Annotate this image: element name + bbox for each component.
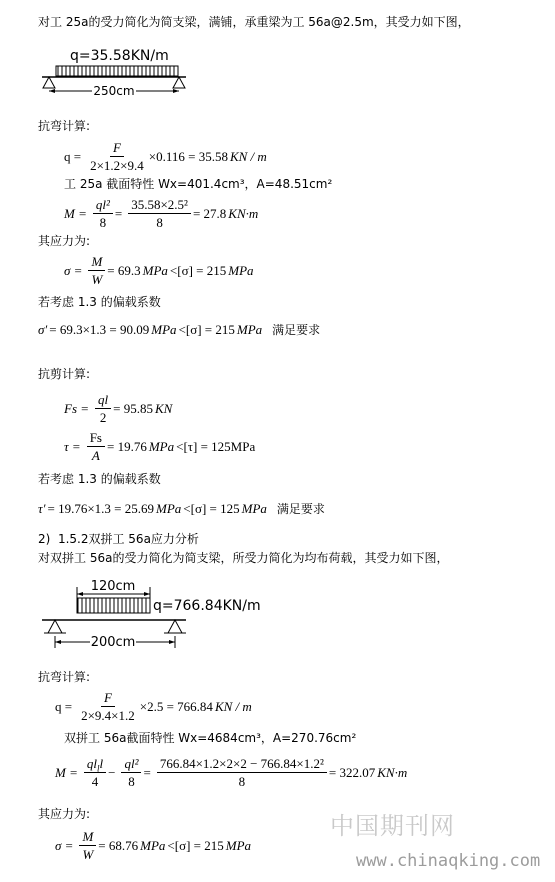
formula-unit: KN / m [229,148,267,164]
formula-rhs: = 69.3×1.3 = 90.09 [49,322,150,337]
fraction-denominator: 2×1.2×9.4 [90,158,144,173]
fraction [157,756,327,789]
fraction-denominator: 8 [99,215,107,230]
fraction [78,690,138,723]
dimension-arrow-right [169,640,175,644]
fraction-denominator: 4 [91,774,99,789]
span-dimension [49,84,179,98]
formula-lhs: τ′ [38,501,46,516]
load-label: q=766.84KN/m [153,598,261,614]
formula-rhs: ×0.116 = 35.58 [148,148,228,164]
minus-sign: − [108,764,116,780]
distributed-load [77,598,150,613]
load-width-label: 120cm [90,579,136,594]
load-intensity-formula-2 [55,690,254,723]
section-properties-text: 双拼工 56a截面特性 Wx=4684cm³，A=270.76cm² [64,731,357,745]
factored-bending-stress-formula [38,322,322,338]
distributed-load [56,66,178,76]
right-support [168,620,182,633]
section-heading: 2) 1.5.2双拼工 56a应力分析 [38,532,199,546]
eccentric-factor-note: 若考虑 1.3 的偏载系数 [38,295,161,309]
comparison: <[σ] = 125 [183,501,240,516]
beam-diagram-2 [40,574,300,652]
formula-lhs: M = [64,205,87,221]
fraction [93,197,113,230]
fraction-denominator: A [91,448,100,463]
fraction [79,829,96,862]
fraction-numerator: M [88,254,105,271]
bending-heading: 抗弯计算: [38,119,91,133]
moment-formula [64,197,260,230]
load-width-dimension [77,579,150,598]
dimension-arrow-left [77,592,83,596]
fraction-denominator: 8 [156,215,163,230]
fraction-denominator: 2 [99,410,107,425]
bending-heading: 抗弯计算: [38,670,91,684]
shear-heading: 抗剪计算: [38,367,91,381]
numerator-part: l [99,756,104,771]
watermark-url: www.chinaqking.com [356,851,541,871]
formula-lhs: q = [55,698,73,714]
formula-unit: MPa [241,501,267,516]
formula-rhs: = 322.07 [328,764,376,780]
moment-formula-2 [55,756,409,789]
fraction-denominator: W [82,847,94,862]
formula-rhs: = 95.85 [113,400,153,416]
shear-stress-formula [64,430,257,463]
check-result: 满足要求 [272,323,321,337]
eccentric-factor-note: 若考虑 1.3 的偏载系数 [38,472,161,486]
formula-lhs: Fs = [64,400,90,416]
fraction-numerator: ql² [121,756,141,773]
formula-lhs: σ = [55,837,74,853]
stress-heading: 其应力为: [38,807,91,821]
check-result: 满足要求 [276,502,325,516]
formula-unit: KN·m [228,205,259,221]
formula-unit: KN·m [377,764,408,780]
intro-text: 对工 25a的受力简化为简支梁，满铺，承重梁为工 56a@2.5m，其受力如下图， [38,15,470,29]
comparison: <[σ] = 215 [167,837,224,853]
fraction [121,756,141,789]
formula-unit: KN / m [214,698,252,714]
fraction-numerator: ql² [93,197,113,214]
formula-unit: MPa [225,837,252,853]
fraction-denominator: W [91,272,103,287]
shear-force-formula [64,392,174,425]
fraction-numerator [84,756,106,773]
formula-rhs: = 68.76 [98,837,139,853]
fraction [87,430,105,463]
numerator-part: ql [86,756,97,771]
formula-lhs: τ = [64,438,81,454]
fraction-numerator: 766.84×1.2×2×2 − 766.84×1.2² [157,756,327,773]
section-properties-text: 工 25a 截面特性 Wx=401.4cm³，A=48.51cm² [64,177,333,191]
dimension-arrow-left [49,89,55,93]
numerator-subscript: l [96,763,100,774]
fraction-numerator: 35.58×2.5² [128,197,191,214]
fraction [128,197,191,230]
fraction-numerator: F [101,690,115,707]
fraction-denominator: 2×9.4×1.2 [81,708,135,723]
right-support [173,77,185,88]
section-intro-text: 对双拼工 56a的受力简化为简支梁，所受力简化为均布荷载，其受力如下图， [38,551,449,565]
fraction-numerator: M [79,829,96,846]
fraction-numerator: F [110,140,124,157]
equals-sign: = [114,205,123,221]
span-label: 250cm [93,84,135,98]
fraction [88,254,105,287]
load-intensity-formula [64,140,269,173]
comparison: <[τ] = 125MPa [176,438,256,454]
formula-unit: MPa [148,438,175,454]
formula-unit: MPa [151,322,177,337]
formula-rhs: ×2.5 = 766.84 [139,698,213,714]
span-dimension [55,635,175,650]
dimension-arrow-right [144,592,150,596]
fraction-denominator: 8 [238,774,246,789]
formula-unit: MPa [140,837,166,853]
factored-shear-stress-formula [38,501,327,517]
fraction-numerator: Fs [87,430,105,447]
fraction-numerator: ql [95,392,111,409]
comparison: <[σ] = 215 [178,322,235,337]
comparison: <[σ] = 215 [169,262,227,278]
dimension-arrow-right [173,89,179,93]
equals-sign: = [143,764,151,780]
formula-rhs: = 19.76×1.3 = 25.69 [47,501,154,516]
formula-unit: MPa [142,262,168,278]
span-label: 200cm [90,635,136,650]
formula-unit: MPa [236,322,263,337]
formula-unit: MPa [228,262,254,278]
formula-lhs: M = [55,764,78,780]
stress-heading: 其应力为: [38,234,91,248]
fraction-denominator: 8 [128,774,135,789]
formula-unit: MPa [156,501,182,516]
formula-unit: KN [155,400,173,416]
formula-lhs: σ = [64,262,83,278]
bending-stress-formula [64,254,256,287]
formula-lhs: q = [64,148,82,164]
fraction [87,140,147,173]
formula-lhs: σ′ [38,322,48,337]
dimension-arrow-left [55,640,61,644]
left-support [48,620,62,633]
load-label: q=35.58KN/m [70,48,169,64]
formula-rhs: = 27.8 [192,205,227,221]
fraction [84,756,106,789]
formula-rhs: = 69.3 [107,262,141,278]
bending-stress-formula-2 [55,829,253,862]
watermark-logo-text: 中国期刊网 [330,812,455,840]
beam-diagram-1 [40,42,190,100]
formula-rhs: = 19.76 [106,438,147,454]
fraction [95,392,111,425]
left-support [43,77,55,88]
